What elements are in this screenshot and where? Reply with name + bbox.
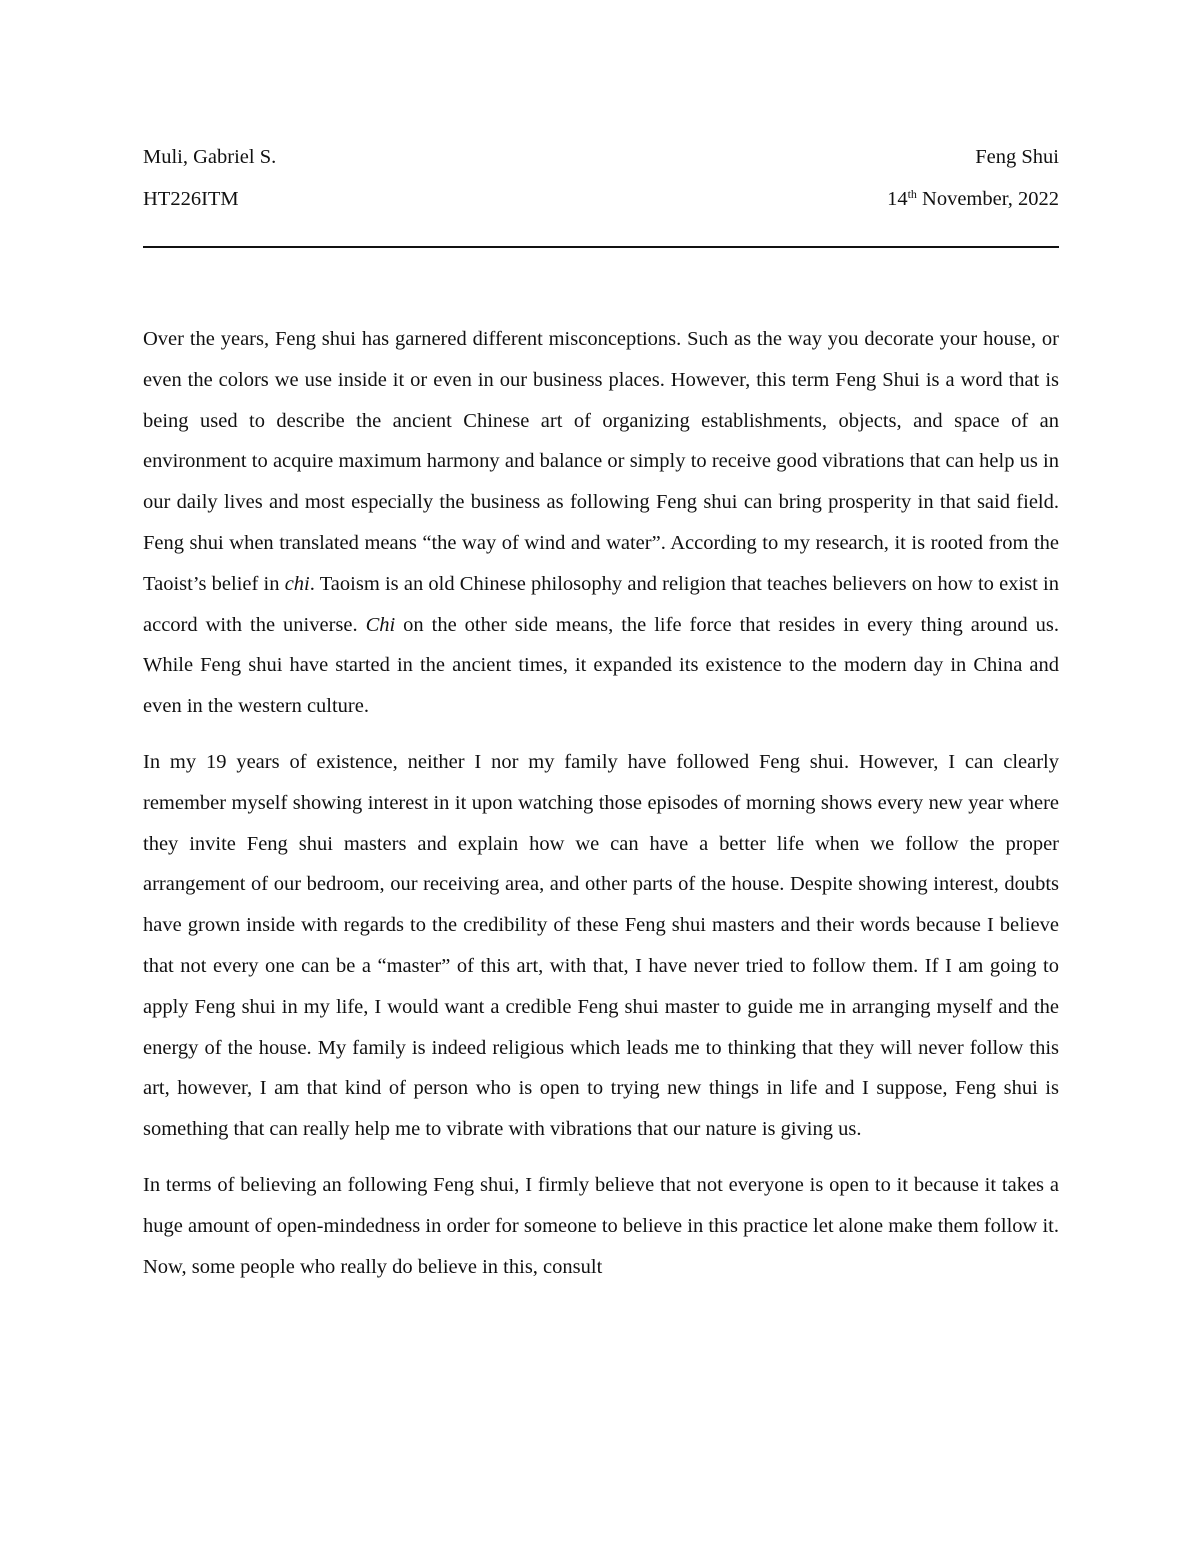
paper-topic: Feng Shui (975, 146, 1059, 168)
term-chi-1: chi (284, 572, 310, 595)
paragraph-2: In my 19 years of existence, neither I nor my family have followed Feng shui. However, I can clearly remember myself showing interest in it upon watching those episodes of morning shows every new year where they invite Feng shui masters and explain how we can have a better life when we follow the proper arrangement of our bedroom, our receiving area, and other parts of the house. Despite showing interest, doubts have grown inside with regards to the credibility of these Feng shui masters and their words because I believe that not every one can be a “master” of this art, with that, I have never tried to follow them. If I am going to apply Feng shui in my life, I would want a credible Feng shui master to guide me in arranging myself and the energy of the house. My family is indeed religious which leads me to thinking that they will never follow this art, however, I am that kind of person who is open to trying new things in life and I suppose, Feng shui is something that can really help me to vibrate with vibrations that our nature is giving us. (143, 750, 1059, 1141)
term-chi-2: Chi (365, 613, 396, 636)
header-divider (143, 246, 1059, 248)
date-suffix: th (907, 187, 917, 201)
paragraph-1-text-a: Over the years, Feng shui has garnered different misconceptions. Such as the way you decorate your house, or even the colors we use inside it or even in our business places. However, this term Feng Shui is a word that is being used to describe the ancient Chinese art of organizing establishments, objects, and space of an environment to acquire maximum harmony and balance or simply to receive good vibrations that can help us in our daily lives and most especially the business as following Feng shui can bring prosperity in that said field. Feng shui when translated means “the way of wind and water”. According to my research, it is rooted from the Taoist’s belief in (143, 328, 1059, 595)
paragraph-1-text-b: . Taoism is an old Chinese philosophy and religion that teaches believers on how to exist in accord with the universe. (143, 572, 1059, 636)
date-rest: November, 2022 (916, 188, 1059, 210)
essay-body (143, 319, 1059, 1302)
course-code: HT226ITM (143, 188, 239, 210)
paragraph-3: In terms of believing an following Feng shui, I firmly believe that not everyone is open to it because it takes a huge amount of open-mindedness in order for someone to believe in this practice let alone make them follow it. Now, some people who really do believe in this, consult (143, 1173, 1059, 1278)
date-day: 14 (887, 188, 908, 210)
header-row-1 (143, 145, 1059, 169)
author-name: Muli, Gabriel S. (143, 146, 277, 168)
paper-date (887, 187, 1059, 211)
paragraph-1-text-c: on the other side means, the life force that resides in every thing around us. While Feng shui have started in the ancient times, it expanded its existence to the modern day in China and even in the western culture. (143, 613, 1059, 718)
paragraph-1 (143, 319, 1059, 727)
header-row-2 (143, 187, 1059, 211)
